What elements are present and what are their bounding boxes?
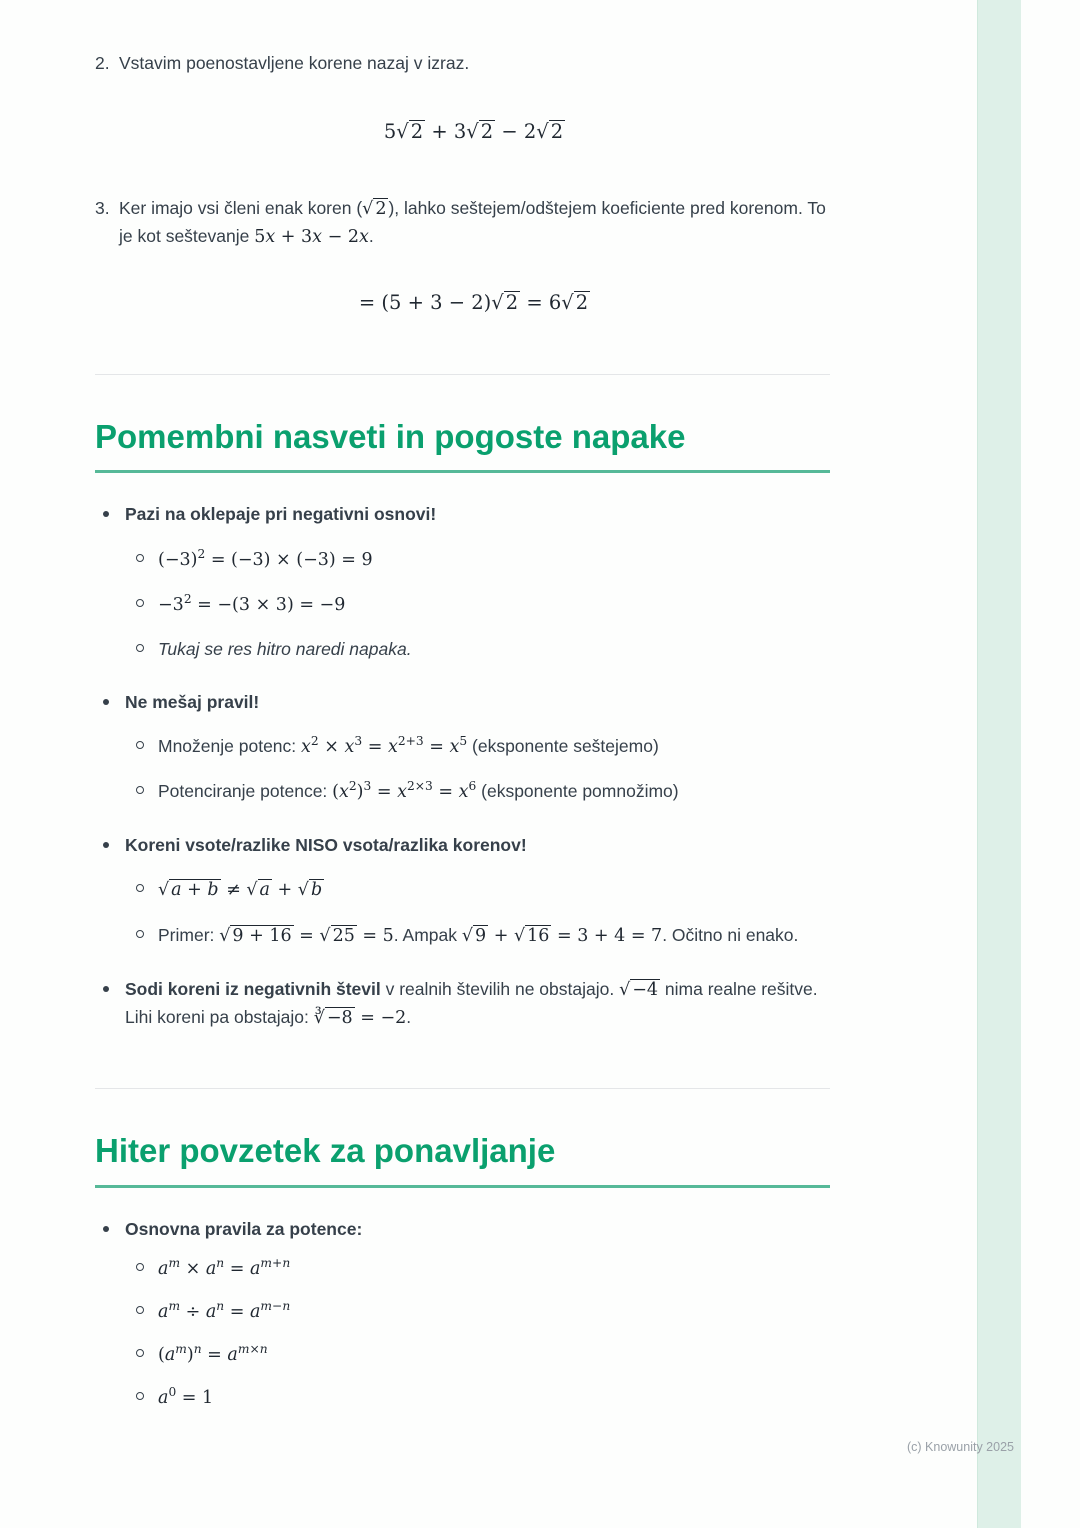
section-divider [95, 374, 830, 375]
sub-item: Množenje potenc: $x^2 \times x^3 = x^{2+3} = x^5$ (eksponente seštejemo) [125, 733, 830, 761]
bullet-title: Osnovna pravila za potence: [125, 1218, 363, 1239]
sub-list [125, 546, 830, 663]
step-item-3 [95, 195, 830, 317]
sub-item: $(a^m)^n = a^{m\times n}$ [125, 1341, 830, 1369]
sub-item: $a^0 = 1$ [125, 1384, 830, 1412]
section-title-summary: Hiter povzetek za ponavljanje [95, 1131, 830, 1188]
sub-item: √ a + b ≠ √ a + √ b [125, 876, 830, 904]
section-title-tips: Pomembni nasveti in pogoste napake [95, 417, 830, 474]
bullet-item-parentheses [95, 501, 830, 663]
step-text: Vstavim poenostavljene korene nazaj v izraz. [119, 53, 470, 73]
sub-list [125, 1255, 830, 1413]
display-formula: = (5 + 3 − 2)√ 2 = 6√ 2 [358, 290, 589, 314]
bullet-item-even-roots [95, 976, 830, 1032]
sub-list [125, 733, 830, 806]
bullet-title: Sodi koreni iz negativnih števil v realnih številih ne obstajajo. √ −4 nima realne rešitve. Lihi koreni pa obstajajo: ∛ −8 = −2. [125, 978, 818, 1028]
sub-item: $a^m \div a^n = a^{m-n}$ [125, 1298, 830, 1326]
bullet-title: Ne mešaj pravil! [125, 691, 260, 712]
step-number: 3. [95, 198, 110, 219]
tips-list [95, 501, 830, 1032]
sub-item: Tukaj se res hitro naredi napaka. [125, 636, 830, 663]
sub-item: Primer: √ 9 + 16 = √ 25 = 5. Ampak √ 9 + √ 16 = 3 + 4 = 7. Očitno ni enako. [125, 922, 830, 950]
copyright-footer: (c) Knowunity 2025 [906, 1440, 1014, 1454]
section-divider [95, 1088, 830, 1089]
sub-item: $(-3)^2 = (-3) \times (-3) = 9$ [125, 546, 830, 574]
step-body [119, 195, 830, 317]
step-item-2 [95, 50, 830, 195]
page-content [95, 0, 830, 1438]
sub-item: $a^m \times a^n = a^{m+n}$ [125, 1255, 830, 1283]
step-number: 2. [95, 53, 110, 73]
bullet-item-rules [95, 689, 830, 806]
step-text: Ker imajo vsi členi enak koren (√ 2 ), lahko seštejem/odštejem koeficiente pred korenom. To je kot seštevanje 5x + 3x − 2x. [119, 198, 826, 248]
bullet-title: Pazi na oklepaje pri negativni osnovi! [125, 504, 437, 525]
sub-item: $-3^2 = -(3 \times 3) = -9$ [125, 591, 830, 619]
sub-item: Potenciranje potence: $(x^2)^3 = x^{2\times 3} = x^6$ (eksponente pomnožimo) [125, 778, 830, 806]
step-body [119, 50, 830, 195]
bullet-item-roots-of-sums [95, 832, 830, 949]
sub-list [125, 876, 830, 949]
bullet-item-power-rules [95, 1216, 830, 1413]
steps-list [95, 50, 830, 318]
right-accent-stripe [977, 0, 1021, 1528]
bullet-title: Koreni vsote/razlike NISO vsota/razlika korenov! [125, 835, 527, 856]
summary-list [95, 1216, 830, 1413]
display-formula: 5√ 2 + 3√ 2 − 2√ 2 [383, 120, 564, 144]
